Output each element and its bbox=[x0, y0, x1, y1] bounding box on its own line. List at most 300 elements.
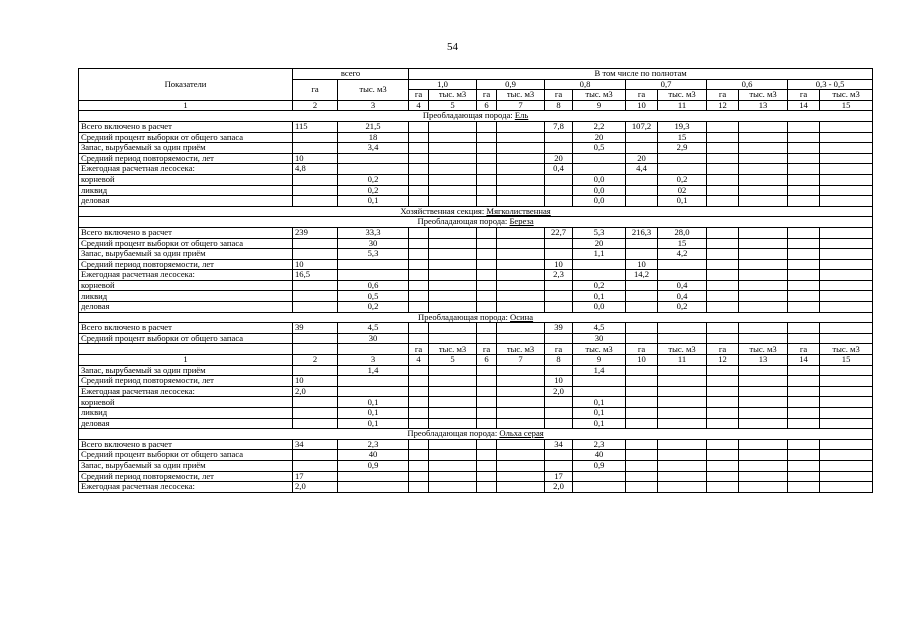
table-cell bbox=[409, 323, 429, 334]
table-cell: 2,0 bbox=[545, 482, 573, 493]
table-cell: 0,1 bbox=[573, 418, 626, 429]
table-cell: 0,4 bbox=[658, 291, 707, 302]
table-cell: 40 bbox=[338, 450, 409, 461]
table-cell: 5,3 bbox=[573, 227, 626, 238]
table-cell bbox=[573, 164, 626, 175]
table-cell bbox=[429, 249, 477, 260]
column-number: 3 bbox=[338, 355, 409, 366]
header-row-1 bbox=[79, 69, 873, 80]
header-total-m3: тыс. м3 bbox=[338, 79, 409, 100]
table-cell bbox=[409, 376, 429, 387]
table-cell: 4,8 bbox=[293, 164, 338, 175]
table-row bbox=[79, 365, 873, 376]
table-cell bbox=[626, 323, 658, 334]
table-cell bbox=[739, 333, 788, 344]
table-cell bbox=[707, 418, 739, 429]
column-number: 9 bbox=[573, 100, 626, 111]
table-cell bbox=[477, 174, 497, 185]
header-unit-m3: тыс. м3 bbox=[497, 90, 545, 101]
table-cell bbox=[820, 174, 873, 185]
table-cell bbox=[429, 408, 477, 419]
table-cell: 0,1 bbox=[338, 196, 409, 207]
table-cell bbox=[477, 280, 497, 291]
table-cell bbox=[477, 386, 497, 397]
table-cell bbox=[626, 460, 658, 471]
table-cell bbox=[293, 397, 338, 408]
section-row bbox=[79, 111, 873, 122]
table-cell: 0,2 bbox=[573, 280, 626, 291]
table-cell bbox=[497, 270, 545, 281]
table-cell bbox=[429, 238, 477, 249]
table-cell bbox=[626, 418, 658, 429]
row-label-root: корневой bbox=[79, 397, 293, 408]
table-cell bbox=[739, 143, 788, 154]
table-cell bbox=[707, 376, 739, 387]
table-cell bbox=[707, 333, 739, 344]
table-row bbox=[79, 174, 873, 185]
table-cell bbox=[573, 471, 626, 482]
table-cell bbox=[739, 408, 788, 419]
header-unit-ha: га bbox=[545, 344, 573, 355]
row-label-business: деловая bbox=[79, 418, 293, 429]
table-cell bbox=[429, 164, 477, 175]
table-cell bbox=[739, 259, 788, 270]
table-row bbox=[79, 386, 873, 397]
table-cell bbox=[573, 376, 626, 387]
table-cell bbox=[626, 408, 658, 419]
column-number: 3 bbox=[338, 100, 409, 111]
row-label-annual_cut: Ежегодная расчетная лесосека: bbox=[79, 482, 293, 493]
table-row bbox=[79, 450, 873, 461]
table-cell bbox=[477, 397, 497, 408]
table-cell bbox=[573, 386, 626, 397]
table-cell bbox=[429, 482, 477, 493]
table-cell bbox=[497, 460, 545, 471]
section-softwood bbox=[79, 206, 873, 217]
table-cell bbox=[820, 408, 873, 419]
table-cell: 17 bbox=[545, 471, 573, 482]
table-cell bbox=[788, 196, 820, 207]
table-cell bbox=[409, 460, 429, 471]
table-cell bbox=[545, 450, 573, 461]
table-cell bbox=[409, 196, 429, 207]
row-label-liquid: ликвид bbox=[79, 291, 293, 302]
table-cell bbox=[626, 450, 658, 461]
table-cell bbox=[429, 280, 477, 291]
table-cell: 0,0 bbox=[573, 174, 626, 185]
table-cell bbox=[477, 365, 497, 376]
table-cell bbox=[788, 121, 820, 132]
table-cell bbox=[788, 471, 820, 482]
table-cell bbox=[658, 460, 707, 471]
row-label-total_included: Всего включено в расчет bbox=[79, 439, 293, 450]
table-cell bbox=[739, 397, 788, 408]
table-cell bbox=[788, 460, 820, 471]
table-row bbox=[79, 471, 873, 482]
column-number: 5 bbox=[429, 355, 477, 366]
table-cell bbox=[707, 439, 739, 450]
table-cell: 2,3 bbox=[545, 270, 573, 281]
header-unit-m3: тыс. м3 bbox=[429, 90, 477, 101]
table-cell bbox=[545, 408, 573, 419]
table-cell bbox=[707, 121, 739, 132]
table-cell: 10 bbox=[545, 259, 573, 270]
table-cell bbox=[497, 408, 545, 419]
table-cell bbox=[658, 386, 707, 397]
table-cell bbox=[477, 291, 497, 302]
table-cell bbox=[429, 471, 477, 482]
row-label-avg_percent: Средний процент выборки от общего запаса bbox=[79, 333, 293, 344]
table-cell: 5,3 bbox=[338, 249, 409, 260]
table-cell: 39 bbox=[293, 323, 338, 334]
table-cell bbox=[497, 291, 545, 302]
table-cell bbox=[739, 249, 788, 260]
column-number: 8 bbox=[545, 100, 573, 111]
table-row bbox=[79, 439, 873, 450]
table-cell bbox=[477, 450, 497, 461]
table-cell: 2,2 bbox=[573, 121, 626, 132]
header-unit-ha: га bbox=[788, 344, 820, 355]
table-cell bbox=[477, 439, 497, 450]
table-cell bbox=[788, 418, 820, 429]
table-cell bbox=[545, 132, 573, 143]
table-cell: 0,1 bbox=[573, 408, 626, 419]
table-cell bbox=[497, 164, 545, 175]
unit-header-row bbox=[79, 344, 873, 355]
table-cell bbox=[626, 482, 658, 493]
table-cell bbox=[707, 397, 739, 408]
table-cell bbox=[409, 174, 429, 185]
table-cell bbox=[739, 365, 788, 376]
table-cell bbox=[429, 259, 477, 270]
header-unit-ha: га bbox=[626, 344, 658, 355]
table-cell: 15 bbox=[658, 238, 707, 249]
table-cell bbox=[293, 365, 338, 376]
table-cell bbox=[497, 471, 545, 482]
table-cell bbox=[658, 439, 707, 450]
table-cell bbox=[788, 249, 820, 260]
header-unit-m3: тыс. м3 bbox=[739, 344, 788, 355]
table-cell: 2,0 bbox=[545, 386, 573, 397]
table-cell bbox=[707, 132, 739, 143]
table-cell bbox=[409, 238, 429, 249]
table-row bbox=[79, 280, 873, 291]
section-name: Ольха серая bbox=[499, 428, 544, 439]
column-number: 4 bbox=[409, 100, 429, 111]
table-cell bbox=[338, 153, 409, 164]
table-cell bbox=[820, 270, 873, 281]
table-cell bbox=[626, 397, 658, 408]
table-cell bbox=[739, 302, 788, 313]
column-number: 15 bbox=[820, 355, 873, 366]
table-cell: 2,9 bbox=[658, 143, 707, 154]
table-cell bbox=[429, 397, 477, 408]
table-row bbox=[79, 460, 873, 471]
table-cell bbox=[788, 291, 820, 302]
table-cell bbox=[477, 196, 497, 207]
table-cell: 30 bbox=[573, 333, 626, 344]
table-cell bbox=[545, 238, 573, 249]
table-cell bbox=[545, 418, 573, 429]
table-cell bbox=[409, 259, 429, 270]
table-cell bbox=[788, 386, 820, 397]
table-cell bbox=[477, 270, 497, 281]
header-unit-ha: га bbox=[477, 90, 497, 101]
table-cell bbox=[788, 259, 820, 270]
table-cell bbox=[820, 439, 873, 450]
table-cell: 10 bbox=[293, 376, 338, 387]
blank-cell bbox=[293, 344, 338, 355]
table-cell: 0,1 bbox=[338, 408, 409, 419]
table-cell bbox=[545, 333, 573, 344]
table-cell bbox=[409, 482, 429, 493]
table-cell bbox=[820, 291, 873, 302]
table-cell bbox=[658, 450, 707, 461]
table-cell bbox=[409, 132, 429, 143]
header-unit-ha: га bbox=[788, 90, 820, 101]
table-cell bbox=[497, 365, 545, 376]
table-cell bbox=[429, 291, 477, 302]
table-cell: 7,8 bbox=[545, 121, 573, 132]
table-cell: 0,9 bbox=[338, 460, 409, 471]
table-cell bbox=[707, 259, 739, 270]
table-cell bbox=[626, 174, 658, 185]
header-density-0-3-0-5: 0,3 - 0,5 bbox=[788, 79, 873, 90]
section-row bbox=[79, 429, 873, 440]
table-cell bbox=[477, 132, 497, 143]
table-cell bbox=[477, 418, 497, 429]
table-cell: 28,0 bbox=[658, 227, 707, 238]
table-cell bbox=[545, 196, 573, 207]
table-cell bbox=[820, 259, 873, 270]
header-unit-m3: тыс. м3 bbox=[739, 90, 788, 101]
section-birch bbox=[79, 217, 873, 228]
table-cell bbox=[820, 386, 873, 397]
table-cell bbox=[497, 376, 545, 387]
table-cell bbox=[409, 471, 429, 482]
table-cell bbox=[477, 164, 497, 175]
table-cell bbox=[545, 302, 573, 313]
column-number: 14 bbox=[788, 355, 820, 366]
header-unit-m3: тыс. м3 bbox=[658, 344, 707, 355]
table-cell bbox=[820, 227, 873, 238]
table-row bbox=[79, 333, 873, 344]
column-number: 14 bbox=[788, 100, 820, 111]
table-cell bbox=[429, 227, 477, 238]
table-cell bbox=[658, 482, 707, 493]
section-name: Береза bbox=[509, 216, 534, 227]
row-label-annual_cut: Ежегодная расчетная лесосека: bbox=[79, 386, 293, 397]
table-cell: 0,0 bbox=[573, 196, 626, 207]
table-cell bbox=[739, 185, 788, 196]
table-cell bbox=[497, 482, 545, 493]
row-label-business: деловая bbox=[79, 196, 293, 207]
table-cell bbox=[477, 302, 497, 313]
table-cell bbox=[409, 153, 429, 164]
table-cell bbox=[707, 249, 739, 260]
table-cell bbox=[707, 280, 739, 291]
table-cell bbox=[788, 185, 820, 196]
table-cell bbox=[497, 280, 545, 291]
table-cell bbox=[497, 323, 545, 334]
table-cell bbox=[497, 227, 545, 238]
table-cell bbox=[820, 323, 873, 334]
row-label-avg_percent: Средний процент выборки от общего запаса bbox=[79, 450, 293, 461]
table-cell bbox=[477, 143, 497, 154]
table-cell: 2,0 bbox=[293, 386, 338, 397]
table-cell bbox=[820, 418, 873, 429]
table-cell bbox=[338, 259, 409, 270]
header-total: всего bbox=[293, 69, 409, 80]
table-row bbox=[79, 143, 873, 154]
table-cell bbox=[497, 418, 545, 429]
table-cell bbox=[429, 333, 477, 344]
table-cell bbox=[429, 450, 477, 461]
table-cell bbox=[293, 418, 338, 429]
table-cell bbox=[477, 238, 497, 249]
table-cell bbox=[788, 270, 820, 281]
table-cell bbox=[626, 302, 658, 313]
table-cell bbox=[788, 143, 820, 154]
table-cell bbox=[338, 376, 409, 387]
table-cell bbox=[788, 408, 820, 419]
table-cell bbox=[429, 418, 477, 429]
table-cell bbox=[429, 185, 477, 196]
table-cell bbox=[409, 450, 429, 461]
table-cell bbox=[788, 333, 820, 344]
table-cell bbox=[820, 196, 873, 207]
header-density-1-0: 1,0 bbox=[409, 79, 477, 90]
table-row bbox=[79, 164, 873, 175]
table-cell bbox=[626, 471, 658, 482]
table-cell: 10 bbox=[545, 376, 573, 387]
section-prefix: Хозяйственная секция: bbox=[400, 206, 487, 216]
table-cell bbox=[820, 397, 873, 408]
table-cell bbox=[820, 482, 873, 493]
table-cell: 20 bbox=[626, 153, 658, 164]
table-cell bbox=[820, 238, 873, 249]
table-cell bbox=[409, 291, 429, 302]
table-cell bbox=[820, 376, 873, 387]
table-cell bbox=[739, 376, 788, 387]
table-cell bbox=[739, 291, 788, 302]
row-label-avg_period: Средний период повторяемости, лет bbox=[79, 259, 293, 270]
table-cell bbox=[820, 333, 873, 344]
table-cell: 4,5 bbox=[338, 323, 409, 334]
table-cell: 4,4 bbox=[626, 164, 658, 175]
header-unit-m3: тыс. м3 bbox=[820, 90, 873, 101]
table-cell bbox=[788, 439, 820, 450]
header-unit-ha: га bbox=[409, 90, 429, 101]
column-number: 6 bbox=[477, 100, 497, 111]
table-cell: 20 bbox=[573, 238, 626, 249]
header-density-0-9: 0,9 bbox=[477, 79, 545, 90]
table-cell bbox=[739, 323, 788, 334]
table-cell bbox=[409, 121, 429, 132]
column-number: 9 bbox=[573, 355, 626, 366]
column-number: 5 bbox=[429, 100, 477, 111]
table-cell bbox=[338, 270, 409, 281]
row-label-liquid: ликвид bbox=[79, 408, 293, 419]
table-row bbox=[79, 397, 873, 408]
table-cell bbox=[820, 132, 873, 143]
column-number: 11 bbox=[658, 355, 707, 366]
table-cell: 0,5 bbox=[573, 143, 626, 154]
table-cell bbox=[573, 153, 626, 164]
row-label-stock_felled: Запас, вырубаемый за один приём bbox=[79, 249, 293, 260]
table-cell: 115 bbox=[293, 121, 338, 132]
table-cell bbox=[293, 408, 338, 419]
table-cell: 14,2 bbox=[626, 270, 658, 281]
column-number: 10 bbox=[626, 100, 658, 111]
section-alder bbox=[79, 429, 873, 440]
table-cell: 107,2 bbox=[626, 121, 658, 132]
table-cell bbox=[658, 471, 707, 482]
table-cell bbox=[820, 302, 873, 313]
table-cell: 0,2 bbox=[338, 302, 409, 313]
header-unit-m3: тыс. м3 bbox=[573, 90, 626, 101]
table-cell bbox=[788, 227, 820, 238]
table-cell bbox=[429, 143, 477, 154]
table-cell bbox=[739, 270, 788, 281]
table-row bbox=[79, 238, 873, 249]
table-cell bbox=[788, 365, 820, 376]
table-cell bbox=[429, 270, 477, 281]
table-cell bbox=[626, 196, 658, 207]
table-row bbox=[79, 418, 873, 429]
column-number: 2 bbox=[293, 100, 338, 111]
table-cell bbox=[409, 408, 429, 419]
table-cell bbox=[658, 259, 707, 270]
table-cell bbox=[293, 132, 338, 143]
table-row bbox=[79, 185, 873, 196]
column-number: 6 bbox=[477, 355, 497, 366]
row-label-business: деловая bbox=[79, 302, 293, 313]
table-cell: 30 bbox=[338, 333, 409, 344]
table-cell bbox=[739, 418, 788, 429]
column-number: 12 bbox=[707, 355, 739, 366]
table-cell bbox=[573, 270, 626, 281]
table-cell bbox=[497, 302, 545, 313]
column-number: 11 bbox=[658, 100, 707, 111]
table-cell: 20 bbox=[573, 132, 626, 143]
table-cell bbox=[409, 397, 429, 408]
table-cell bbox=[739, 450, 788, 461]
table-cell: 39 bbox=[545, 323, 573, 334]
section-name: Ель bbox=[514, 110, 529, 121]
header-unit-ha: га bbox=[707, 90, 739, 101]
table-cell: 21,5 bbox=[338, 121, 409, 132]
table-cell bbox=[820, 249, 873, 260]
table-cell bbox=[429, 323, 477, 334]
table-cell bbox=[788, 132, 820, 143]
table-cell: 216,3 bbox=[626, 227, 658, 238]
table-cell bbox=[788, 302, 820, 313]
table-row bbox=[79, 132, 873, 143]
table-cell: 0,2 bbox=[338, 185, 409, 196]
section-row bbox=[79, 217, 873, 228]
table-cell bbox=[293, 249, 338, 260]
table-cell: 19,3 bbox=[658, 121, 707, 132]
table-cell bbox=[497, 439, 545, 450]
table-cell bbox=[497, 143, 545, 154]
table-cell bbox=[707, 238, 739, 249]
section-prefix: Преобладающая порода: bbox=[422, 110, 515, 121]
table-cell bbox=[739, 386, 788, 397]
header-indicators: Показатели bbox=[79, 69, 293, 101]
table-cell bbox=[788, 280, 820, 291]
table-cell bbox=[707, 291, 739, 302]
